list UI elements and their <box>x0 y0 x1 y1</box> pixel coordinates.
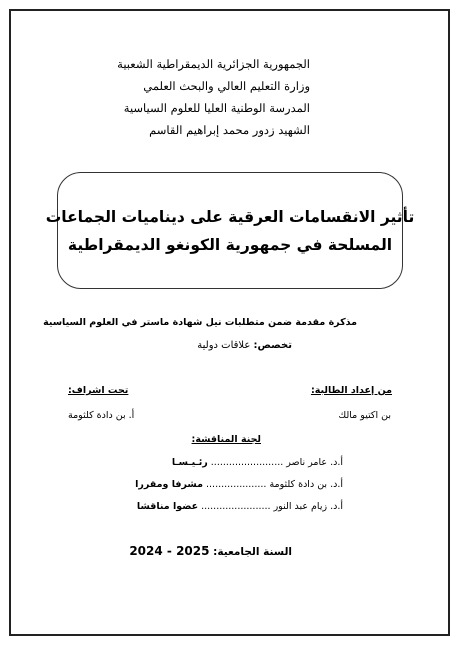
member-name: أ.د. بن دادة كلثومة <box>269 479 343 490</box>
academic-year <box>129 544 292 558</box>
specialization-label: تخصص: <box>253 340 292 351</box>
member-dots: .................... <box>206 479 267 490</box>
martyr-line: الشهيد زدور محمد إبراهيم القاسم <box>149 123 310 137</box>
supervisor-label: تحت اشراف: <box>68 385 129 396</box>
specialization <box>197 340 292 351</box>
memo-statement: مذكرة مقدمة ضمن متطلبات نيل شهادة ماستر في العلوم السياسية <box>43 317 357 328</box>
student-label: من إعداد الطالبة: <box>310 385 392 396</box>
supervisor-name: أ. بن دادة كلثومة <box>68 410 135 421</box>
member-role: عضوا مناقشا <box>136 501 199 512</box>
ministry-line: وزارة التعليم العالي والبحث العلمي <box>143 79 310 93</box>
committee-member-2 <box>135 479 343 490</box>
committee-label: لجنة المناقشة: <box>191 434 261 445</box>
thesis-title-box <box>45 172 415 289</box>
student-name: بن اكتيو مالك <box>338 410 391 421</box>
republic-line: الجمهورية الجزائرية الديمقراطية الشعبية <box>117 57 310 71</box>
title-line-2: المسلحة في جمهورية الكونغو الديمقراطية <box>67 235 393 254</box>
school-line: المدرسة الوطنية العليا للعلوم السياسية <box>123 101 310 115</box>
academic-year-label: السنة الجامعية: <box>213 546 292 558</box>
committee-member-3 <box>137 501 343 512</box>
member-name: أ.د. عامر ناصر <box>286 457 343 468</box>
academic-year-value: 2024 - 2025 <box>129 544 210 558</box>
institution-header <box>80 53 310 141</box>
member-name: أ.د. زيام عبد النور <box>273 501 343 512</box>
title-line-1: تأثير الانقسامات العرقية على ديناميات الجماعات <box>45 207 415 226</box>
specialization-value: علاقات دولية <box>197 340 251 351</box>
committee-member-1 <box>172 457 343 468</box>
member-role: رئـيـسـا <box>171 457 208 468</box>
member-role: مشرفا ومقررا <box>135 479 203 490</box>
member-dots: ....................... <box>201 501 271 512</box>
member-dots: ........................ <box>210 457 284 468</box>
